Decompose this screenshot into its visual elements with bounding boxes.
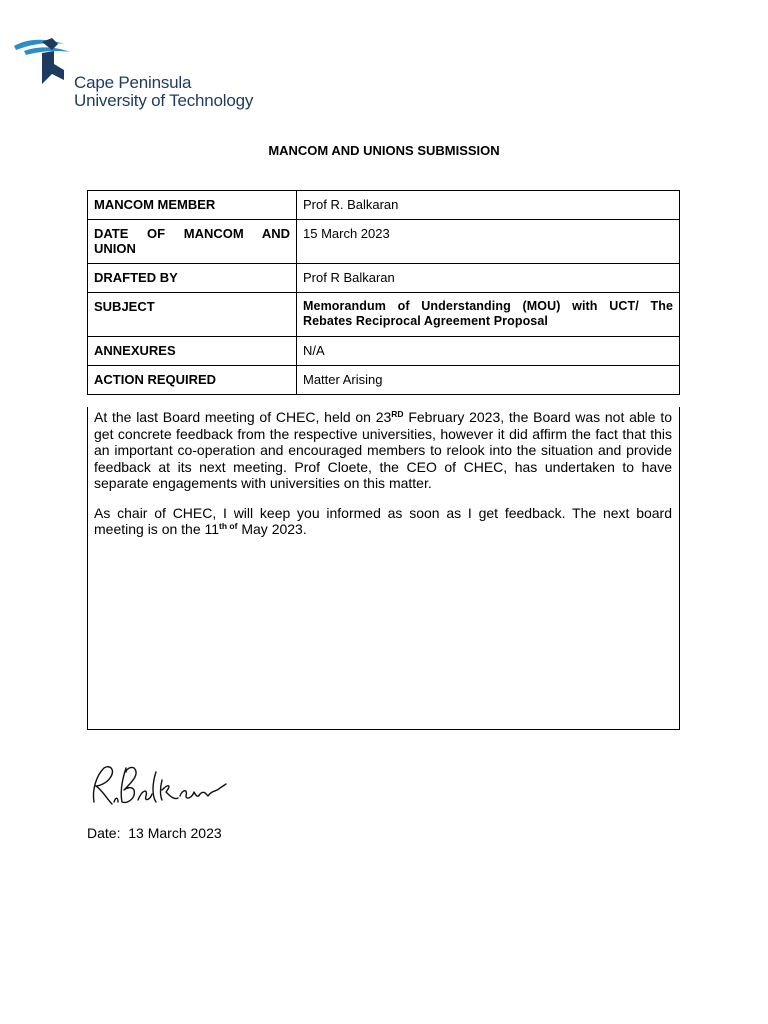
- table-row: [88, 220, 680, 264]
- field-label-mancom-member: MANCOM MEMBER: [88, 191, 297, 220]
- body-text: May 2023.: [237, 521, 307, 537]
- handwritten-signature: [82, 760, 232, 815]
- university-name-line1: Cape Peninsula: [74, 73, 192, 92]
- date-value: 13 March 2023: [128, 825, 222, 841]
- cput-emblem-icon: [12, 34, 82, 94]
- field-value-subject: Memorandum of Understanding (MOU) with UCT/ The Rebates Reciprocal Agreement Proposal: [297, 293, 680, 337]
- field-value-action-required: Matter Arising: [297, 366, 680, 395]
- university-name: [74, 74, 253, 110]
- table-row: [88, 337, 680, 366]
- date-label: Date:: [87, 825, 121, 841]
- field-label-subject: SUBJECT: [88, 293, 297, 337]
- table-row: [88, 293, 680, 337]
- body-paragraph: [94, 505, 672, 538]
- body-paragraph: [94, 409, 672, 492]
- table-row: [88, 366, 680, 395]
- table-row: [88, 264, 680, 293]
- field-label-drafted-by: DRAFTED BY: [88, 264, 297, 293]
- table-row: [88, 191, 680, 220]
- field-label-date: DATE OF MANCOM AND UNION: [88, 220, 297, 264]
- body-text: As chair of CHEC, I will keep you informed as soon as I get feedback. The next board meeting is on the 11: [94, 504, 672, 537]
- field-label-annexures: ANNEXURES: [88, 337, 297, 366]
- signature-icon: [82, 760, 232, 810]
- ordinal-suffix: RD: [391, 409, 404, 419]
- ordinal-suffix: th of: [219, 521, 238, 531]
- body-text: February 2023, the Board was not able to get concrete feedback from the respective universities, however it did affirm the fact that this an important co-operation and encouraged members to relook into the situation and provide feedback at its next meeting. Prof Cloete, the CEO of CHEC, has undertaken to have separate engagements with universities on this matter.: [94, 409, 672, 491]
- body-text: At the last Board meeting of CHEC, held on 23: [94, 409, 392, 425]
- university-name-line2: University of Technology: [74, 91, 254, 110]
- submission-details-table: [87, 190, 680, 395]
- university-logo: [12, 34, 262, 114]
- field-value-date: 15 March 2023: [297, 220, 680, 264]
- field-value-drafted-by: Prof R Balkaran: [297, 264, 680, 293]
- field-value-annexures: N/A: [297, 337, 680, 366]
- submission-body: [87, 407, 680, 730]
- field-value-mancom-member: Prof R. Balkaran: [297, 191, 680, 220]
- field-label-action-required: ACTION REQUIRED: [88, 366, 297, 395]
- document-heading: MANCOM AND UNIONS SUBMISSION: [268, 143, 500, 158]
- signature-date: [87, 825, 222, 841]
